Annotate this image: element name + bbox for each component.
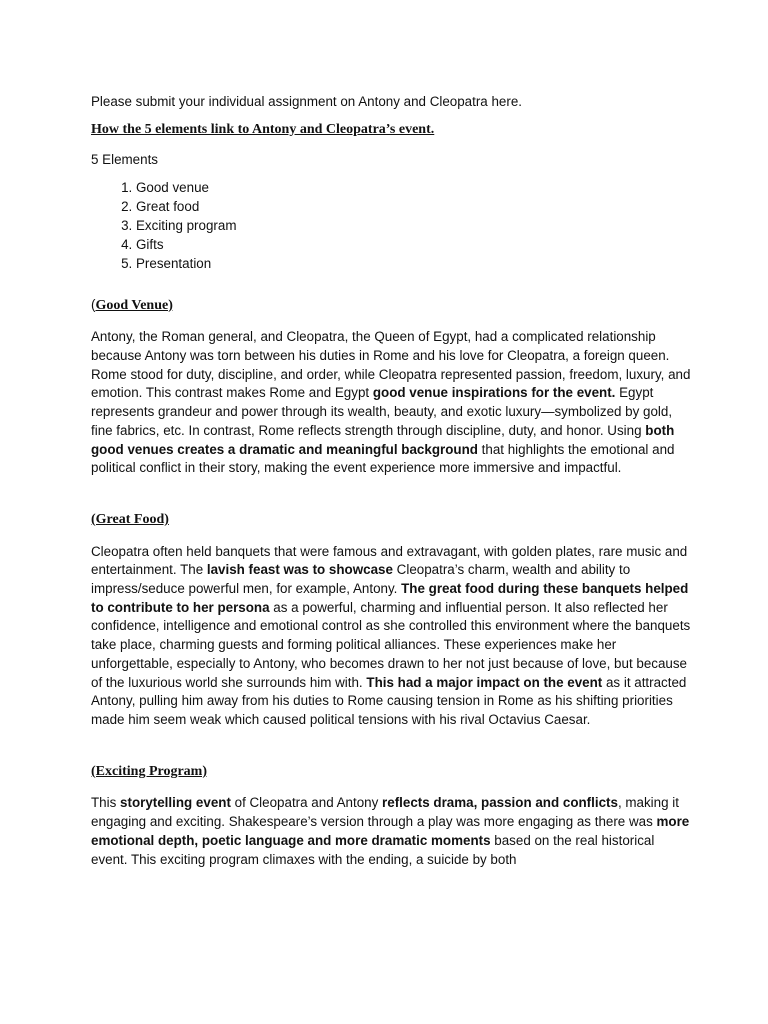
paragraph-bold: lavish feast was to showcase (206, 562, 393, 578)
paragraph-bold: good venue inspirations for the event. (372, 385, 616, 401)
list-item: 3. Exciting program (136, 217, 691, 236)
paragraph-bold: The great food during these banquets helped to contribute to her persona (91, 581, 689, 615)
section-title-program: (Exciting Program) (91, 763, 207, 779)
paragraph-text: based on the real historical event. This exciting program climaxes with the ending, a suicide by both (91, 832, 655, 867)
paragraph-text: as it attracted Antony, pulling him away from his duties to Rome causing tension in Rome as his shifting priorities made him seem weak which caused political tensions with his rival Octavius Caesar. (91, 674, 687, 727)
venue-title: Good Venue) (95, 297, 173, 313)
paragraph-text: Cleopatra often held banquets that were famous and extravagant, with golden plates, rare music and entertainment. The (91, 543, 688, 578)
paragraph-bold: more emotional depth, poetic language and more dramatic moments (91, 814, 690, 848)
section-title-food: (Great Food) (91, 511, 169, 527)
list-item: 2. Great food (136, 198, 691, 217)
food-paragraph (91, 543, 691, 730)
section-title-venue (91, 296, 691, 316)
paragraph-text: , making it engaging and exciting. Shakespeare’s version through a play was more engaging as there was (91, 795, 679, 830)
document-heading: How the 5 elements link to Antony and Cleopatra’s event. (91, 121, 435, 137)
list-item: 4. Gifts (136, 236, 691, 255)
paragraph-bold: reflects drama, passion and conflicts (382, 795, 618, 811)
paragraph-bold: This had a major impact on the event (366, 674, 603, 690)
list-item: 5. Presentation (136, 255, 691, 274)
paragraph-text: Antony, the Roman general, and Cleopatra, the Queen of Egypt, had a complicated relationship because Antony was torn between his duties in Rome and his love for Cleopatra, a foreign queen. Rome stood for duty, discipline, and order, while Cleopatra represented passion, freedom, luxury, and emotion. This contrast makes Rome and Egypt (91, 329, 691, 401)
paragraph-bold: both good venues creates a dramatic and meaningful background (91, 422, 675, 457)
list-item: 1. Good venue (136, 179, 691, 198)
paragraph-bold: storytelling event (120, 795, 231, 811)
paragraph-text: Cleopatra’s charm, wealth and ability to impress/seduce powerful men, for example, Antony. (91, 562, 631, 597)
elements-label: 5 Elements (91, 152, 158, 168)
paragraph-text: as a powerful, charming and influential person. It also reflected her confidence, intelligence and emotional control as she controlled this environment where the banquets take place, charming guests and forming political alliances. These experiences make her unforgettable, especially to Antony, who becomes drawn to her not just because of love, but because of the luxurious world she surrounds him with. (91, 599, 691, 690)
venue-paragraph (91, 328, 691, 478)
paragraph-text: This (91, 795, 121, 811)
program-paragraph (91, 794, 691, 869)
elements-list (91, 179, 691, 274)
paragraph-text: Egypt represents grandeur and power through its wealth, beauty, and exotic luxury—symbolized by gold, fine fabrics, etc. In contrast, Rome reflects strength through discipline, duty, and honor. Using (91, 385, 673, 438)
venue-title-prefix: ( (91, 296, 96, 312)
paragraph-text: that highlights the emotional and political conflict in their story, making the event experience more immersive and impactful. (91, 441, 675, 476)
intro-text: Please submit your individual assignment on Antony and Cleopatra here. (91, 94, 522, 109)
document-page (91, 93, 691, 869)
paragraph-text: of Cleopatra and Antony (230, 795, 383, 811)
